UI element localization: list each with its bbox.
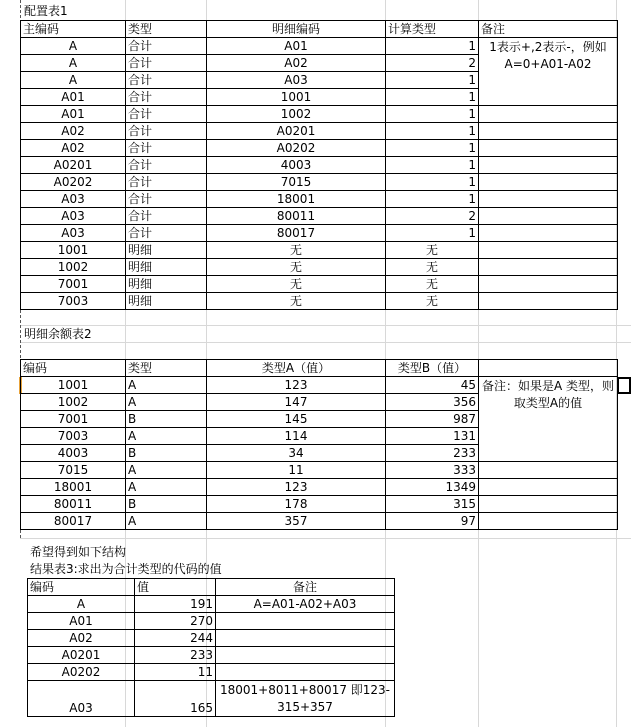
column-header[interactable]: 值: [135, 579, 216, 596]
table-row: [28, 613, 395, 630]
type-cell[interactable]: A: [126, 513, 207, 530]
empty-cell[interactable]: [479, 479, 618, 496]
table-row: [21, 462, 618, 479]
code-cell[interactable]: A03: [28, 681, 135, 717]
detail-code-cell[interactable]: 7015: [207, 174, 386, 191]
column-header[interactable]: 计算类型: [386, 21, 479, 38]
type-cell[interactable]: 合计: [126, 38, 207, 55]
type-b-value-cell[interactable]: 315: [386, 496, 479, 513]
type-cell[interactable]: 合计: [126, 72, 207, 89]
code-cell[interactable]: 1001: [21, 377, 126, 394]
main-code-cell[interactable]: A: [21, 38, 126, 55]
type-cell[interactable]: A: [126, 394, 207, 411]
empty-cell[interactable]: [479, 191, 618, 208]
detail-code-cell[interactable]: A03: [207, 72, 386, 89]
main-code-cell[interactable]: A: [21, 55, 126, 72]
type-cell[interactable]: 明细: [126, 259, 207, 276]
table-row: [21, 259, 618, 276]
note-cell[interactable]: [216, 613, 395, 630]
code-cell[interactable]: 80011: [21, 496, 126, 513]
table3-title: 结果表3:求出为合计类型的代码的值: [30, 562, 222, 576]
calc-type-cell[interactable]: 1: [386, 72, 479, 89]
table-row: [21, 242, 618, 259]
detail-code-cell[interactable]: A0201: [207, 123, 386, 140]
type-cell[interactable]: 合计: [126, 140, 207, 157]
value-cell[interactable]: 11: [135, 664, 216, 681]
empty-cell[interactable]: [479, 259, 618, 276]
note-cell[interactable]: [216, 647, 395, 664]
table3-header-row: [28, 579, 395, 596]
calc-type-cell[interactable]: 1: [386, 123, 479, 140]
code-cell[interactable]: A02: [28, 630, 135, 647]
code-cell[interactable]: 80017: [21, 513, 126, 530]
detail-code-cell[interactable]: 4003: [207, 157, 386, 174]
column-header[interactable]: 备注: [216, 579, 395, 596]
column-header[interactable]: 类型: [126, 360, 207, 377]
type-a-value-cell[interactable]: 123: [207, 377, 386, 394]
table1-title: 配置表1: [24, 4, 68, 18]
detail-code-cell[interactable]: 无: [207, 259, 386, 276]
table-row: [21, 38, 618, 55]
empty-cell[interactable]: [479, 157, 618, 174]
table-row: [28, 596, 395, 613]
detail-code-cell[interactable]: 1002: [207, 106, 386, 123]
type-cell[interactable]: A: [126, 479, 207, 496]
table-row: [21, 293, 618, 310]
detail-code-cell[interactable]: 80017: [207, 225, 386, 242]
type-cell[interactable]: 合计: [126, 89, 207, 106]
table-row: [21, 479, 618, 496]
detail-code-cell[interactable]: A02: [207, 55, 386, 72]
detail-code-cell[interactable]: 80011: [207, 208, 386, 225]
type-b-value-cell[interactable]: 333: [386, 462, 479, 479]
main-code-cell[interactable]: 1001: [21, 242, 126, 259]
type-a-value-cell[interactable]: 145: [207, 411, 386, 428]
type-cell[interactable]: 明细: [126, 293, 207, 310]
column-header[interactable]: 类型: [126, 21, 207, 38]
type-cell[interactable]: B: [126, 496, 207, 513]
table-row: [21, 225, 618, 242]
code-cell[interactable]: 18001: [21, 479, 126, 496]
table-row: [21, 106, 618, 123]
type-b-value-cell[interactable]: 45: [386, 377, 479, 394]
table-row: [21, 140, 618, 157]
note-cell[interactable]: [216, 664, 395, 681]
type-a-value-cell[interactable]: 147: [207, 394, 386, 411]
code-cell[interactable]: A0202: [28, 664, 135, 681]
table-row: [21, 157, 618, 174]
table2-header-row: [21, 360, 618, 377]
table-row: [21, 123, 618, 140]
main-code-cell[interactable]: A03: [21, 208, 126, 225]
type-cell[interactable]: 合计: [126, 191, 207, 208]
type-b-value-cell[interactable]: 356: [386, 394, 479, 411]
column-header[interactable]: 类型B（值）: [386, 360, 479, 377]
empty-cell[interactable]: [479, 276, 618, 293]
type-cell[interactable]: 明细: [126, 276, 207, 293]
value-cell[interactable]: 244: [135, 630, 216, 647]
type-cell[interactable]: A: [126, 377, 207, 394]
type-b-value-cell[interactable]: 987: [386, 411, 479, 428]
empty-cell[interactable]: [479, 208, 618, 225]
empty-cell[interactable]: [479, 293, 618, 310]
type-cell[interactable]: 合计: [126, 208, 207, 225]
value-cell[interactable]: 270: [135, 613, 216, 630]
code-cell[interactable]: 7015: [21, 462, 126, 479]
calc-type-cell[interactable]: 1: [386, 140, 479, 157]
main-code-cell[interactable]: A02: [21, 140, 126, 157]
column-header[interactable]: 主编码: [21, 21, 126, 38]
code-cell[interactable]: 1002: [21, 394, 126, 411]
code-cell[interactable]: 7003: [21, 428, 126, 445]
table-row: [21, 513, 618, 530]
column-header[interactable]: 类型A（值）: [207, 360, 386, 377]
calc-type-cell[interactable]: 1: [386, 38, 479, 55]
main-code-cell[interactable]: A03: [21, 225, 126, 242]
main-code-cell[interactable]: 7003: [21, 293, 126, 310]
type-cell[interactable]: 合计: [126, 55, 207, 72]
column-header[interactable]: 编码: [28, 579, 135, 596]
table-row: [21, 377, 618, 394]
type-b-value-cell[interactable]: 233: [386, 445, 479, 462]
detail-code-cell[interactable]: 1001: [207, 89, 386, 106]
calc-type-cell[interactable]: 1: [386, 157, 479, 174]
type-a-value-cell[interactable]: 357: [207, 513, 386, 530]
main-code-cell[interactable]: A01: [21, 106, 126, 123]
detail-code-cell[interactable]: 18001: [207, 191, 386, 208]
code-cell[interactable]: 7001: [21, 411, 126, 428]
type-cell[interactable]: 合计: [126, 157, 207, 174]
main-code-cell[interactable]: A01: [21, 89, 126, 106]
type-a-value-cell[interactable]: 123: [207, 479, 386, 496]
main-code-cell[interactable]: A0201: [21, 157, 126, 174]
detail-code-cell[interactable]: A0202: [207, 140, 386, 157]
calc-type-cell[interactable]: 1: [386, 89, 479, 106]
code-cell[interactable]: A01: [28, 613, 135, 630]
calc-type-cell[interactable]: 1: [386, 191, 479, 208]
type-cell[interactable]: 合计: [126, 106, 207, 123]
table-row: [21, 174, 618, 191]
column-header[interactable]: 编码: [21, 360, 126, 377]
note-cell[interactable]: 18001+8011+80017 即123-315+357: [216, 681, 395, 717]
table3-intro: 希望得到如下结构: [30, 545, 127, 559]
table-row: [21, 191, 618, 208]
empty-cell[interactable]: [479, 123, 618, 140]
detail-code-cell[interactable]: 无: [207, 242, 386, 259]
balance-table: [20, 359, 618, 530]
empty-cell[interactable]: [479, 140, 618, 157]
table-row: [21, 208, 618, 225]
type-cell[interactable]: A: [126, 462, 207, 479]
type-a-value-cell[interactable]: 11: [207, 462, 386, 479]
type-cell[interactable]: 合计: [126, 225, 207, 242]
code-cell[interactable]: A: [28, 596, 135, 613]
calc-type-cell[interactable]: 1: [386, 174, 479, 191]
type-a-value-cell[interactable]: 34: [207, 445, 386, 462]
main-code-cell[interactable]: A02: [21, 123, 126, 140]
table-row: [28, 647, 395, 664]
detail-code-cell[interactable]: A01: [207, 38, 386, 55]
calc-type-cell[interactable]: 2: [386, 208, 479, 225]
type-a-value-cell[interactable]: 178: [207, 496, 386, 513]
type-b-value-cell[interactable]: 97: [386, 513, 479, 530]
type-cell[interactable]: 合计: [126, 123, 207, 140]
active-cell-cursor[interactable]: [617, 377, 631, 394]
value-cell[interactable]: 233: [135, 647, 216, 664]
config-table: [20, 20, 618, 310]
value-cell[interactable]: 165: [135, 681, 216, 717]
type-cell[interactable]: B: [126, 411, 207, 428]
type-cell[interactable]: 明细: [126, 242, 207, 259]
empty-cell[interactable]: [479, 360, 618, 377]
empty-cell[interactable]: [479, 513, 618, 530]
type-cell[interactable]: A: [126, 428, 207, 445]
column-header[interactable]: 备注: [479, 21, 618, 38]
table-row: [21, 276, 618, 293]
note-cell[interactable]: [216, 630, 395, 647]
code-cell[interactable]: 4003: [21, 445, 126, 462]
main-code-cell[interactable]: 7001: [21, 276, 126, 293]
calc-type-cell[interactable]: 1: [386, 106, 479, 123]
note-cell[interactable]: A=A01-A02+A03: [216, 596, 395, 613]
type-cell[interactable]: B: [126, 445, 207, 462]
detail-code-cell[interactable]: 无: [207, 293, 386, 310]
main-code-cell[interactable]: A0202: [21, 174, 126, 191]
result-table: [27, 578, 395, 717]
table-row: [28, 664, 395, 681]
note-cell[interactable]: 备注：如果是A 类型，则取类型A的值: [479, 377, 618, 462]
main-code-cell[interactable]: A03: [21, 191, 126, 208]
empty-cell[interactable]: [479, 106, 618, 123]
detail-code-cell[interactable]: 无: [207, 276, 386, 293]
table-row: [21, 496, 618, 513]
calc-type-cell[interactable]: 无: [386, 242, 479, 259]
empty-cell[interactable]: [479, 496, 618, 513]
calc-type-cell[interactable]: 无: [386, 293, 479, 310]
main-code-cell[interactable]: 1002: [21, 259, 126, 276]
calc-type-cell[interactable]: 无: [386, 259, 479, 276]
empty-cell[interactable]: [479, 225, 618, 242]
value-cell[interactable]: 191: [135, 596, 216, 613]
type-a-value-cell[interactable]: 114: [207, 428, 386, 445]
calc-type-cell[interactable]: 1: [386, 225, 479, 242]
type-b-value-cell[interactable]: 131: [386, 428, 479, 445]
table-row: [28, 630, 395, 647]
empty-cell[interactable]: [479, 462, 618, 479]
calc-type-cell[interactable]: 2: [386, 55, 479, 72]
table1-header-row: [21, 21, 618, 38]
table-row: [28, 681, 395, 717]
empty-cell[interactable]: [479, 174, 618, 191]
column-header[interactable]: 明细编码: [207, 21, 386, 38]
main-code-cell[interactable]: A: [21, 72, 126, 89]
code-cell[interactable]: A0201: [28, 647, 135, 664]
type-cell[interactable]: 合计: [126, 174, 207, 191]
table2-title: 明细余额表2: [24, 327, 92, 341]
note-cell[interactable]: 1表示+,2表示-，例如A=0+A01-A02: [479, 38, 618, 106]
empty-cell[interactable]: [479, 242, 618, 259]
type-b-value-cell[interactable]: 1349: [386, 479, 479, 496]
calc-type-cell[interactable]: 无: [386, 276, 479, 293]
